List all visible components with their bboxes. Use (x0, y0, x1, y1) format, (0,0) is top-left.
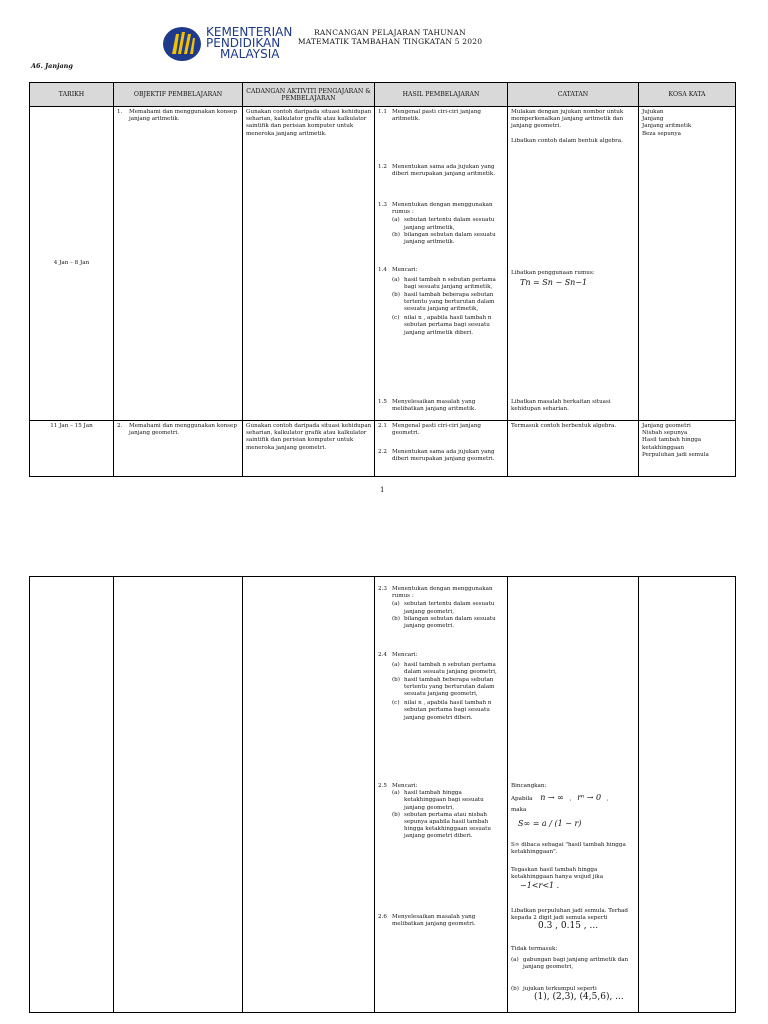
hasil-item: 1.4 Mencari: (a) hasil tambah n sebutan pertama bagi sesuatu janjang aritmetik, (b) hasil tambah beberapa sebutan tertentu yang berturutan dalam sesuatu janjang aritmetik, (c) nilai n , apabila hasil tambah n sebutan pertama bagi sesuatu janjang aritmetik diberi. (378, 267, 496, 336)
hasil-item: 2.1 Mengenal pasti ciri-ciri janjang geometri. (378, 423, 482, 437)
kosa-kata-item: Janjang aritmetik (642, 123, 692, 130)
document-title (270, 28, 510, 46)
hasil-item: 1.5 Menyelesaikan masalah yang melibatkan janjang aritmetik. (378, 399, 477, 413)
kosa-kata-item: Janjang geometri (642, 423, 691, 429)
aktiviti-text: Gunakan contoh daripada situasi kehidupan seharian, kalkulator grafik atau kalkulator saintifik dan perisian komputer untuk meneroka janjang geometri. (246, 423, 372, 451)
title-line-2: MATEMATIK TAMBAHAN TINGKATAN 5 2020 (297, 37, 483, 46)
aktiviti-cell (243, 421, 375, 477)
kosa-kata-item: Perpuluhan jadi semula (642, 451, 709, 458)
tarikh-cell (30, 107, 114, 421)
objektif-number: 1. (117, 109, 123, 115)
catatan-text: Tegaskan hasil tambah hingga ketakhinggaan hanya wujud jika (511, 867, 604, 881)
table-row (30, 107, 736, 421)
title-line-1: RANCANGAN PELAJARAN TAHUNAN (314, 28, 466, 37)
hasil-item: 2.4 Mencari: (a) hasil tambah n sebutan pertama dalam sesuatu janjang geometri, (b) hasil tambah beberapa sebutan tertentu yang berturutan dalam sesuatu janjang geometri, (c) nilai n , apabila hasil tambah n sebutan pertama bagi sesuatu janjang geometri diberi. (378, 652, 497, 721)
condition-n-infinity: n → ∞ (540, 793, 564, 802)
table-row (30, 421, 736, 477)
logo-line-3: MALAYSIA (220, 47, 280, 61)
objektif-number: 2. (117, 423, 123, 429)
hasil-cell (375, 107, 508, 421)
kosa-kata-item: Hasil tambah hingga ketakhinggaan (642, 437, 702, 451)
kosa-kata-cell (639, 107, 736, 421)
hasil-item: 2.3 Menentukan dengan menggunakan rumus : (a) sebutan tertentu dalam sesuatu janjang geometri, (b) bilangan sebutan dalam sesuatu janjang geometri. (378, 586, 496, 630)
table-header-row (30, 83, 736, 107)
aktiviti-cell (243, 107, 375, 421)
catatan-text: Termasuk contoh berbentuk algebra. (511, 423, 617, 429)
hasil-item: 1.2 Menentukan sama ada jujukan yang diberi merupakan janjang aritmetik. (378, 164, 495, 178)
lesson-plan-table-page-1 (29, 82, 736, 477)
condition-r-zero: rⁿ → 0 (577, 793, 602, 802)
kosa-kata-cell (639, 421, 736, 477)
objektif-text: Memahami dan menggunakan konsep janjang geometri. (129, 423, 237, 437)
logo-line-1: KEMENTERIAN (206, 25, 293, 39)
hasil-cell (375, 421, 508, 477)
catatan-text: Tidak termasuk: (511, 946, 558, 952)
cumulative-sequence-example: (1), (2,3), (4,5,6), ... (534, 992, 624, 1002)
tarikh-value: 4 Jan – 8 Jan (53, 259, 90, 266)
formula-s-infinity: S∞ = a / (1 − r) (518, 819, 582, 828)
lesson-plan-table-page-2 (29, 576, 736, 1013)
col-hasil: HASIL PEMBELAJARAN (375, 83, 508, 107)
hasil-item: 1.1 Mengenal pasti ciri-ciri janjang aritmetik. (378, 109, 482, 123)
recurring-decimal-examples: 0.3 , 0.15 , ... (538, 921, 599, 931)
hasil-item: 2.5 Mencari: (a) hasil tambah hingga ketakhinggaan bagi sesuatu janjang geometri, (b) sebutan pertama atau nisbah sepunya apabila hasil tambah hingga ketakhinggaan sesuatu janjang geometri diberi. (378, 783, 491, 840)
kosa-kata-item: Jujukan (642, 109, 664, 115)
table-row (30, 577, 736, 1013)
tarikh-value: 11 Jan – 15 Jan (50, 423, 93, 429)
col-tarikh: TARIKH (30, 83, 114, 107)
logo-line-2: PENDIDIKAN (206, 36, 281, 50)
page-number: 1 (380, 486, 385, 494)
col-aktiviti: CADANGAN AKTIVITI PENGAJARAN & PEMBELAJARAN (243, 83, 375, 107)
catatan-text: maka (511, 807, 527, 813)
hasil-item: 2.2 Menentukan sama ada jujukan yang diberi merupakan janjang geometri. (378, 449, 495, 463)
catatan-text: S∞ dibaca sebagai "hasil tambah hingga ketakhinggaan". (511, 842, 626, 856)
catatan-text: Mulakan dengan jujukan nombor untuk memperkenalkan janjang aritmetik dan janjang geometri. (511, 109, 624, 130)
kpm-emblem-icon (162, 24, 206, 64)
catatan-cell: Bincangkan: Apabila n → ∞ , rⁿ → 0 , maka S∞ = a / (1 − r) S∞ dibaca sebagai "hasil tambah hingga ketakhinggaan". Tegaskan hasil tambah hingga ketakhinggaan hanya wujud jika −1<r<1 . Libatkan perpuluhan jadi semula. Terhad kepada 2 digit jadi semula seperti 0.3 , 0.15 , ... Tidak termasuk: (a) gabungan bagi janjang aritmetik dan janjang geometri, (b) jujukan terkumpul seperti (1), (2,3), (4,5,6), ... (508, 577, 639, 1013)
objektif-cell (114, 107, 243, 421)
kosa-kata-item: Nisbah sepunya (642, 430, 688, 437)
kosa-kata-item: Janjang (642, 116, 664, 123)
catatan-cell (508, 421, 639, 477)
tarikh-cell (30, 421, 114, 477)
objektif-cell (114, 577, 243, 1013)
col-catatan: CATATAN (508, 83, 639, 107)
hasil-cell (375, 577, 508, 1013)
tarikh-cell (30, 577, 114, 1013)
kosa-kata-item: Beza sepunya (642, 130, 681, 137)
aktiviti-text: Gunakan contoh daripada situasi kehidupan seharian, kalkulator grafik atau kalkulator saintifik dan perisian komputer untuk meneroka janjang aritmetik. (246, 109, 372, 137)
aktiviti-cell (243, 577, 375, 1013)
hasil-item: 1.3 Menentukan dengan menggunakan rumus : (a) sebutan tertentu dalam sesuatu janjang aritmetik, (b) bilangan sebutan dalam sesuatu janjang aritmetik. (378, 202, 496, 246)
catatan-text: Libatkan contoh dalam bentuk algebra. (511, 138, 623, 144)
unit-label: A6. Janjang (31, 62, 73, 70)
catatan-cell (508, 107, 639, 421)
catatan-text: Libatkan penggunaan rumus: (511, 270, 595, 276)
catatan-text: Bincangkan: (511, 783, 547, 789)
objektif-text: Memahami dan menggunakan konsep janjang aritmetik. (129, 109, 237, 123)
kosa-kata-cell (639, 577, 736, 1013)
hasil-item: 2.6 Menyelesaikan masalah yang melibatkan janjang geometri. (378, 914, 476, 928)
col-kosa-kata: KOSA KATA (639, 83, 736, 107)
range-r: −1<r<1 . (520, 881, 560, 890)
col-objektif: OBJEKTIF PEMBELAJARAN (114, 83, 243, 107)
formula-tn: Tn = Sn − Sn−1 (520, 278, 588, 287)
objektif-cell (114, 421, 243, 477)
catatan-text: Libatkan masalah berkaitan situasi kehidupan seharian. (511, 399, 611, 413)
catatan-text: Libatkan perpuluhan jadi semula. Terhad kepada 2 digit jadi semula seperti (511, 908, 629, 922)
